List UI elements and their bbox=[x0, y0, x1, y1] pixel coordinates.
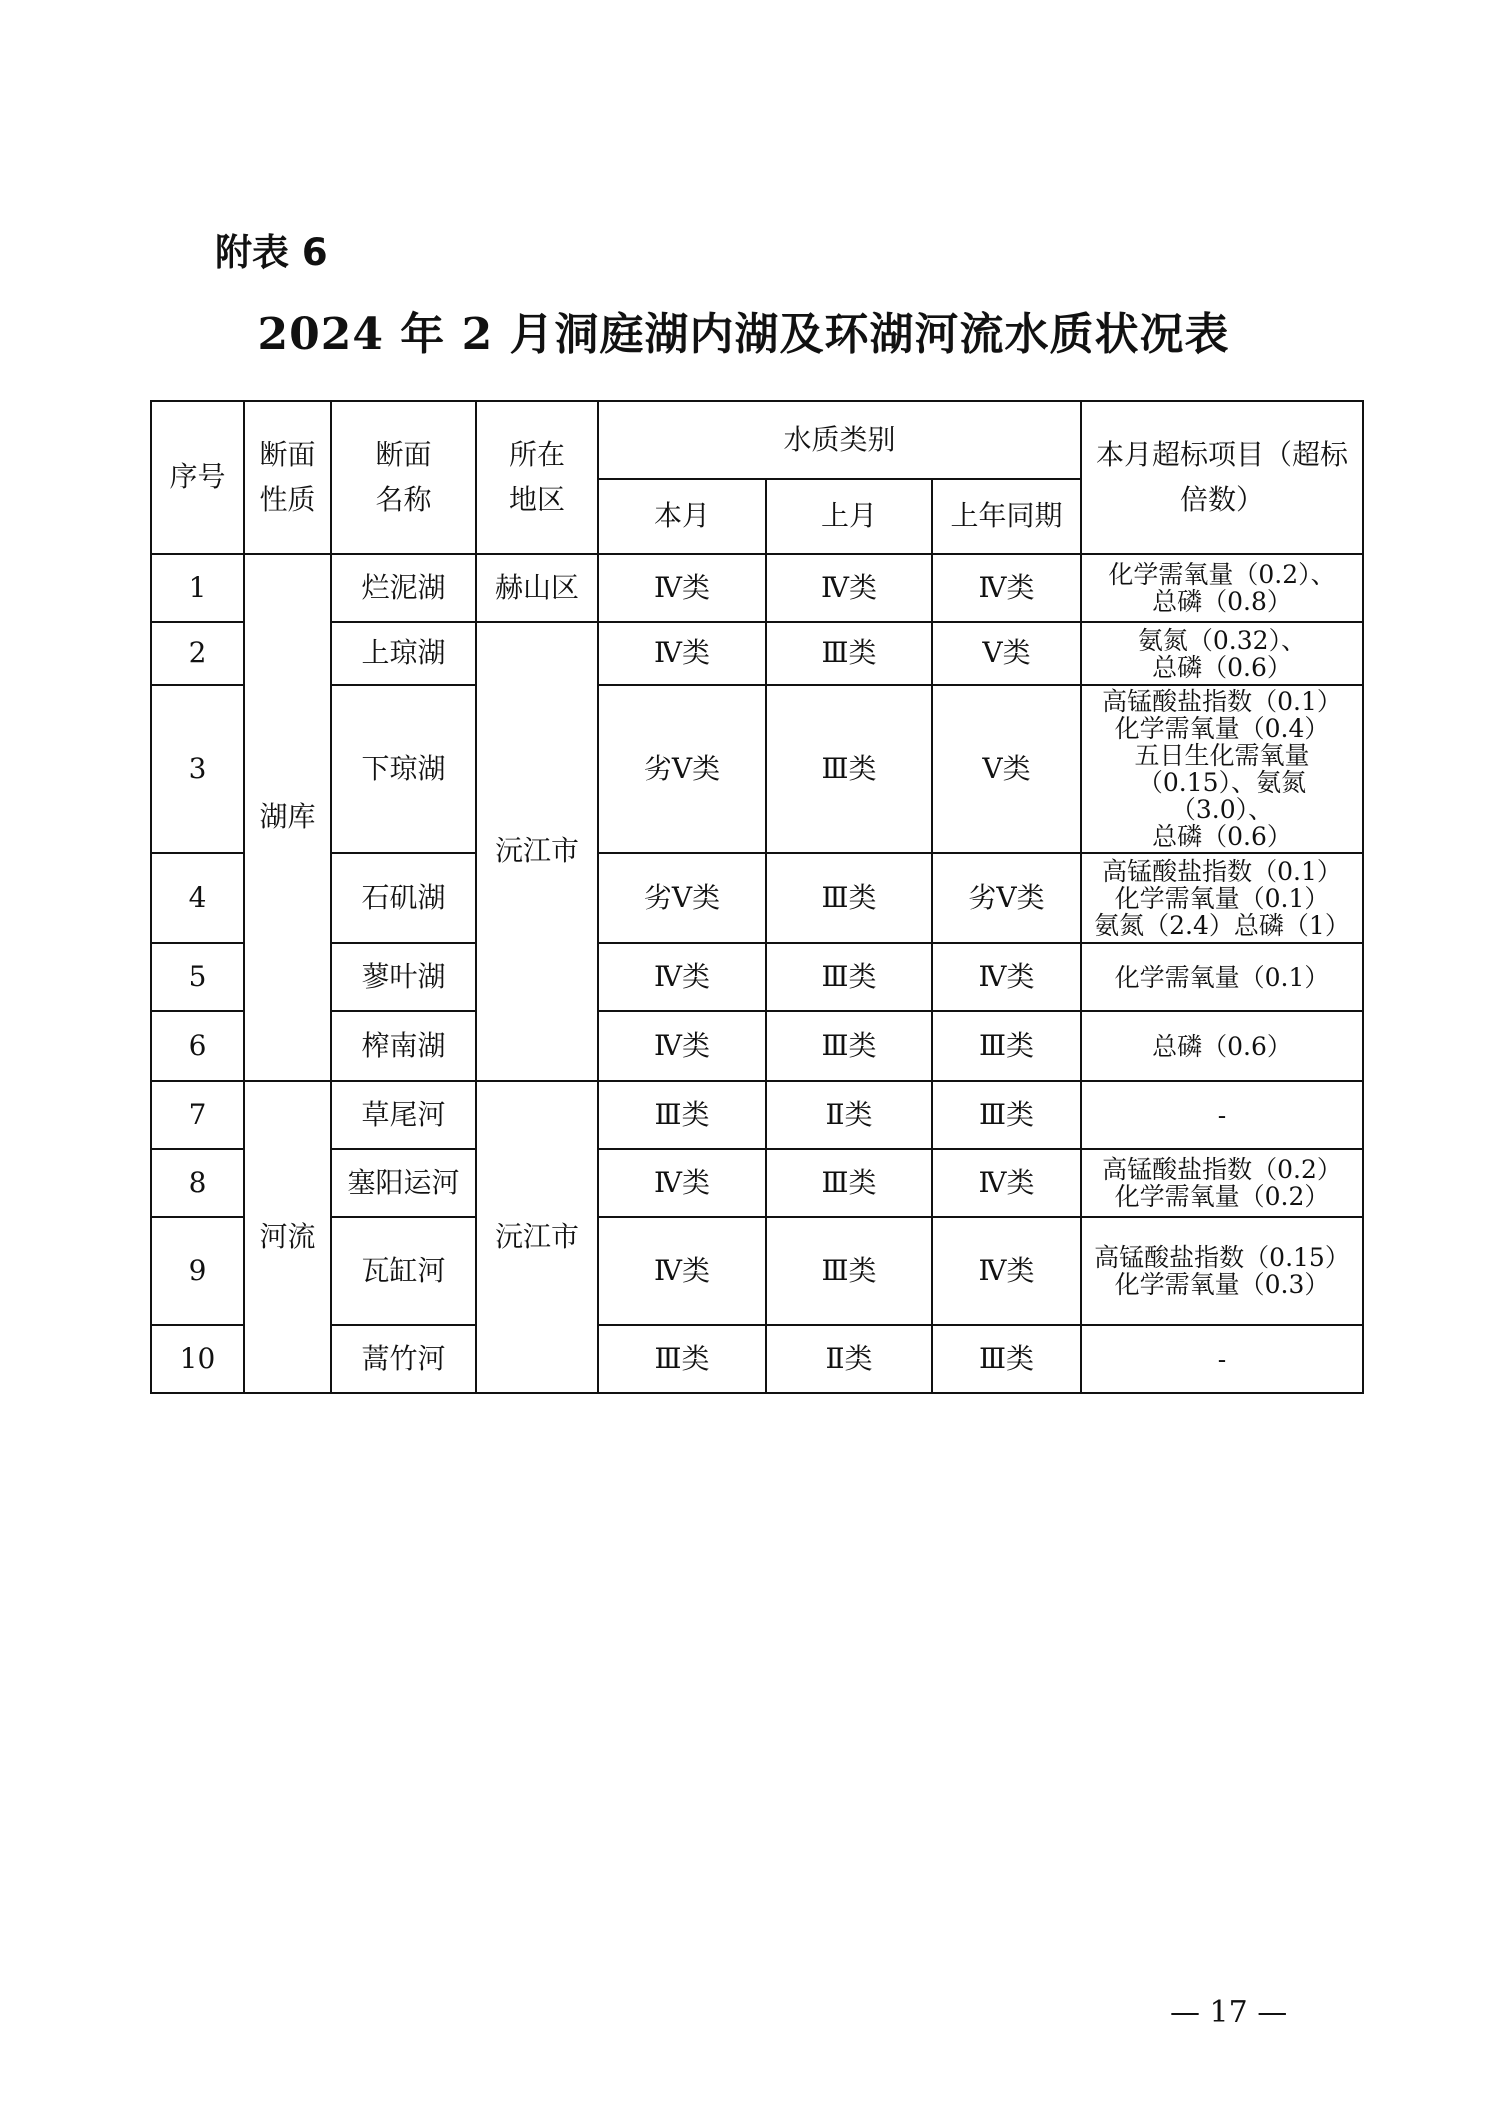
header-exceed-l1: 本月超标项目（超标 bbox=[1095, 437, 1348, 471]
header-region-l2: 地区 bbox=[508, 482, 565, 516]
cell-exceed bbox=[1081, 943, 1363, 1011]
exceed-line: 氨氮（2.4）总磷（1） bbox=[1094, 910, 1350, 940]
cell-last-month: Ⅲ类 bbox=[766, 1011, 932, 1081]
cell-this-month: 劣Ⅴ类 bbox=[598, 685, 766, 853]
cell-exceed bbox=[1081, 1011, 1363, 1081]
cell-region-yuanjiang-rivers: 沅江市 bbox=[476, 1081, 598, 1393]
cell-seq: 2 bbox=[151, 622, 244, 685]
table-row bbox=[151, 1081, 1363, 1149]
cell-exceed bbox=[1081, 685, 1363, 853]
cell-name: 榨南湖 bbox=[331, 1011, 476, 1081]
header-section-name bbox=[331, 401, 476, 554]
table-row bbox=[151, 853, 1363, 943]
header-section-name-l1: 断面 bbox=[375, 437, 432, 471]
cell-name: 草尾河 bbox=[331, 1081, 476, 1149]
cell-seq: 7 bbox=[151, 1081, 244, 1149]
cell-this-month: Ⅳ类 bbox=[598, 622, 766, 685]
table-row bbox=[151, 1325, 1363, 1393]
exceed-line: 高锰酸盐指数（0.1） bbox=[1102, 687, 1342, 716]
water-quality-table bbox=[150, 400, 1364, 1394]
group-river: 河流 bbox=[244, 1081, 331, 1393]
header-seq: 序号 bbox=[151, 401, 244, 554]
exceed-line: 高锰酸盐指数（0.15） bbox=[1094, 1243, 1350, 1272]
header-last-month: 上月 bbox=[766, 479, 932, 554]
cell-name: 塞阳运河 bbox=[331, 1149, 476, 1217]
header-this-month: 本月 bbox=[598, 479, 766, 554]
exceed-line: 化学需氧量（0.1） bbox=[1114, 962, 1330, 992]
cell-last-year: Ⅴ类 bbox=[932, 685, 1081, 853]
cell-this-month: Ⅳ类 bbox=[598, 1011, 766, 1081]
cell-last-month: Ⅲ类 bbox=[766, 943, 932, 1011]
cell-exceed bbox=[1081, 622, 1363, 685]
exceed-line: 总磷（0.6） bbox=[1152, 822, 1292, 851]
header-exceed bbox=[1081, 401, 1363, 554]
header-quality: 水质类别 bbox=[598, 401, 1081, 479]
cell-seq: 9 bbox=[151, 1217, 244, 1325]
exceed-line: - bbox=[1217, 1344, 1227, 1374]
header-region-l1: 所在 bbox=[508, 437, 565, 471]
exceed-line: 化学需氧量（0.2）、 bbox=[1108, 560, 1336, 589]
table-row bbox=[151, 1149, 1363, 1217]
cell-last-month: Ⅲ类 bbox=[766, 1217, 932, 1325]
cell-last-month: Ⅲ类 bbox=[766, 853, 932, 943]
cell-last-year: Ⅲ类 bbox=[932, 1325, 1081, 1393]
cell-exceed bbox=[1081, 1217, 1363, 1325]
cell-name: 瓦缸河 bbox=[331, 1217, 476, 1325]
header-row-1 bbox=[151, 401, 1363, 479]
cell-last-month: Ⅲ类 bbox=[766, 1149, 932, 1217]
header-region bbox=[476, 401, 598, 554]
cell-last-year: 劣Ⅴ类 bbox=[932, 853, 1081, 943]
exceed-line: （0.15）、氨氮（3.0）、 bbox=[1137, 768, 1307, 824]
cell-this-month: Ⅳ类 bbox=[598, 1217, 766, 1325]
cell-name: 烂泥湖 bbox=[331, 554, 476, 622]
cell-last-year: Ⅳ类 bbox=[932, 943, 1081, 1011]
exceed-line: - bbox=[1217, 1100, 1227, 1130]
cell-exceed bbox=[1081, 1325, 1363, 1393]
table-row bbox=[151, 1217, 1363, 1325]
cell-seq: 4 bbox=[151, 853, 244, 943]
exceed-line: 总磷（0.6） bbox=[1152, 1031, 1292, 1061]
exceed-line: 高锰酸盐指数（0.1） bbox=[1102, 856, 1342, 886]
header-section-name-l2: 名称 bbox=[375, 482, 432, 516]
header-exceed-l2: 倍数） bbox=[1179, 482, 1264, 516]
exceed-line: 化学需氧量（0.4） bbox=[1114, 714, 1330, 743]
attachment-label: 附表 6 bbox=[215, 231, 328, 274]
header-last-year: 上年同期 bbox=[932, 479, 1081, 554]
cell-last-month: Ⅳ类 bbox=[766, 554, 932, 622]
exceed-line: 化学需氧量（0.1） bbox=[1114, 883, 1330, 913]
page-number: — 17 — bbox=[1170, 1995, 1288, 2030]
cell-name: 石矶湖 bbox=[331, 853, 476, 943]
cell-last-year: Ⅳ类 bbox=[932, 1149, 1081, 1217]
group-lake: 湖库 bbox=[244, 554, 331, 1081]
cell-seq: 10 bbox=[151, 1325, 244, 1393]
cell-last-year: Ⅴ类 bbox=[932, 622, 1081, 685]
cell-last-month: Ⅲ类 bbox=[766, 685, 932, 853]
cell-last-year: Ⅳ类 bbox=[932, 1217, 1081, 1325]
cell-this-month: Ⅳ类 bbox=[598, 1149, 766, 1217]
header-section-type-l2: 性质 bbox=[259, 482, 316, 516]
exceed-line: 总磷（0.8） bbox=[1152, 587, 1292, 616]
exceed-line: 化学需氧量（0.3） bbox=[1114, 1270, 1330, 1299]
table-row bbox=[151, 685, 1363, 853]
cell-region-heshan: 赫山区 bbox=[476, 554, 598, 622]
header-section-type bbox=[244, 401, 331, 554]
cell-last-year: Ⅳ类 bbox=[932, 554, 1081, 622]
table-row bbox=[151, 943, 1363, 1011]
cell-this-month: 劣Ⅴ类 bbox=[598, 853, 766, 943]
exceed-line: 五日生化需氧量 bbox=[1134, 741, 1310, 770]
cell-this-month: Ⅲ类 bbox=[598, 1325, 766, 1393]
table-row bbox=[151, 622, 1363, 685]
cell-last-year: Ⅲ类 bbox=[932, 1011, 1081, 1081]
cell-name: 下琼湖 bbox=[331, 685, 476, 853]
cell-seq: 6 bbox=[151, 1011, 244, 1081]
cell-exceed bbox=[1081, 853, 1363, 943]
cell-exceed bbox=[1081, 554, 1363, 622]
exceed-line: 高锰酸盐指数（0.2） bbox=[1102, 1155, 1342, 1184]
cell-region-yuanjiang-lakes: 沅江市 bbox=[476, 622, 598, 1081]
cell-name: 上琼湖 bbox=[331, 622, 476, 685]
cell-this-month: Ⅳ类 bbox=[598, 554, 766, 622]
cell-seq: 5 bbox=[151, 943, 244, 1011]
cell-exceed bbox=[1081, 1081, 1363, 1149]
cell-seq: 1 bbox=[151, 554, 244, 622]
cell-seq: 3 bbox=[151, 685, 244, 853]
exceed-line: 总磷（0.6） bbox=[1152, 652, 1292, 682]
cell-this-month: Ⅲ类 bbox=[598, 1081, 766, 1149]
document-title: 2024 年 2 月洞庭湖内湖及环湖河流水质状况表 bbox=[257, 309, 1230, 360]
cell-last-year: Ⅲ类 bbox=[932, 1081, 1081, 1149]
cell-seq: 8 bbox=[151, 1149, 244, 1217]
cell-last-month: Ⅱ类 bbox=[766, 1325, 932, 1393]
table-row bbox=[151, 1011, 1363, 1081]
exceed-line: 氨氮（0.32）、 bbox=[1137, 625, 1307, 655]
cell-exceed bbox=[1081, 1149, 1363, 1217]
cell-last-month: Ⅱ类 bbox=[766, 1081, 932, 1149]
header-section-type-l1: 断面 bbox=[259, 437, 316, 471]
exceed-line: 化学需氧量（0.2） bbox=[1114, 1182, 1330, 1211]
cell-name: 蓼叶湖 bbox=[331, 943, 476, 1011]
cell-this-month: Ⅳ类 bbox=[598, 943, 766, 1011]
cell-name: 蒿竹河 bbox=[331, 1325, 476, 1393]
table-row bbox=[151, 554, 1363, 622]
cell-last-month: Ⅲ类 bbox=[766, 622, 932, 685]
